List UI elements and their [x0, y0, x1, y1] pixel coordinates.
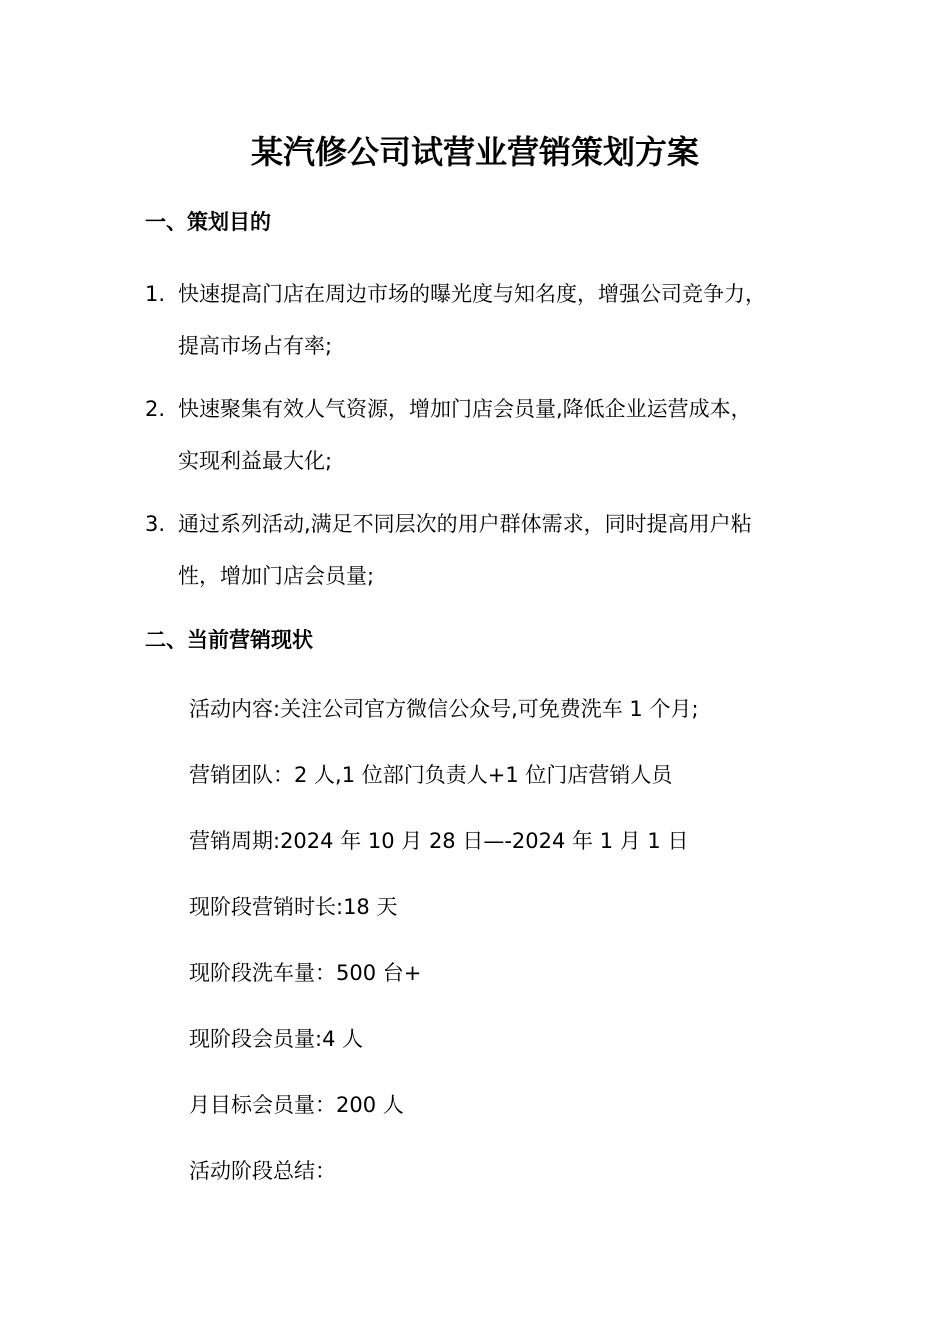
list-item-text: 通过系列活动,满足不同层次的用户群体需求，同时提高用户粘: [178, 512, 752, 536]
paragraph-wash-volume: 现阶段洗车量：500 台+: [189, 961, 422, 985]
list-item-number: 3.: [145, 512, 166, 536]
paragraph-marketing-duration: 现阶段营销时长:18 天: [189, 895, 398, 919]
paragraph-summary: 活动阶段总结：: [189, 1159, 336, 1183]
list-item: [145, 508, 825, 592]
page-title: 某汽修公司试营业营销策划方案: [250, 133, 699, 171]
list-item: [145, 393, 825, 477]
list-item-text: 快速提高门店在周边市场的曝光度与知名度，增强公司竞争力，: [178, 282, 766, 306]
list-item: [145, 278, 825, 362]
list-item-text: 实现利益最大化;: [178, 449, 333, 473]
list-item-text: 快速聚集有效人气资源，增加门店会员量,降低企业运营成本，: [178, 397, 752, 421]
paragraph-marketing-team: 营销团队：2 人,1 位部门负责人+1 位门店营销人员: [189, 763, 673, 787]
paragraph-member-count: 现阶段会员量:4 人: [189, 1027, 364, 1051]
list-item-text: 性，增加门店会员量;: [178, 564, 375, 588]
paragraph-member-target: 月目标会员量：200 人: [189, 1093, 404, 1117]
section-heading-status: 二、当前营销现状: [145, 628, 313, 652]
list-item-number: 2.: [145, 397, 166, 421]
section-heading-purpose: 一、策划目的: [145, 210, 271, 234]
list-item-text: 提高市场占有率;: [178, 334, 333, 358]
paragraph-activity-content: 活动内容:关注公司官方微信公众号,可免费洗车 1 个月;: [189, 697, 699, 721]
list-item-number: 1.: [145, 282, 166, 306]
paragraph-marketing-period: 营销周期:2024 年 10 月 28 日—-2024 年 1 月 1 日: [189, 829, 689, 853]
